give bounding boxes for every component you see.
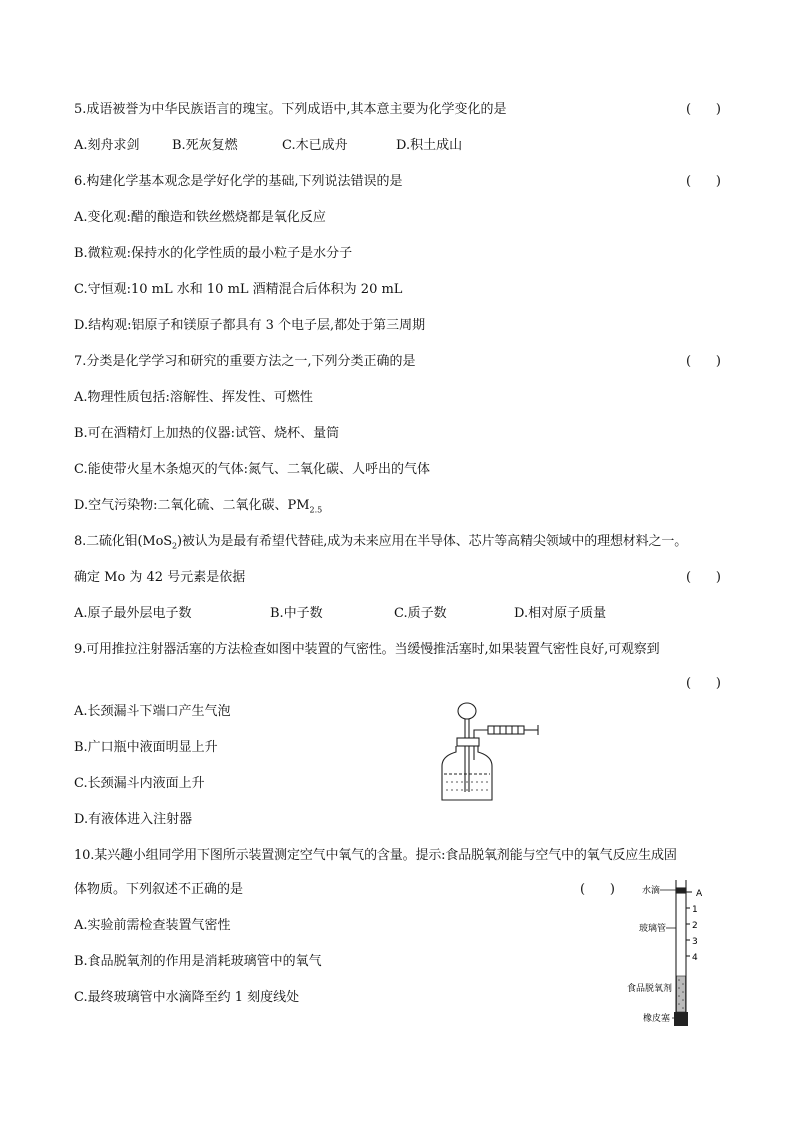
q10-stem-line2: 体物质。下列叙述不正确的是 — [74, 882, 244, 897]
q7-option-c: C.能使带火星木条熄灭的气体:氮气、二氧化碳、人呼出的气体 — [74, 462, 430, 477]
q7-option-a: A.物理性质包括:溶解性、挥发性、可燃性 — [74, 390, 313, 405]
q5-option-d: D.积土成山 — [396, 138, 463, 153]
q7-answer-paren: ( ) — [686, 354, 721, 369]
q8-option-d: D.相对原子质量 — [514, 606, 607, 621]
q8-stem — [74, 533, 687, 551]
q8-option-b: B.中子数 — [270, 606, 323, 621]
q9-option-a: A.长颈漏斗下端口产生气泡 — [74, 704, 231, 719]
q8-option-a: A.原子最外层电子数 — [74, 606, 192, 621]
q7-option-d-text: D.空气污染物:二氧化硫、二氧化碳、PM — [74, 498, 310, 513]
q9-stem: 9.可用推拉注射器活塞的方法检查如图中装置的气密性。当缓慢推活塞时,如果装置气密性良好,可观察到 — [74, 642, 660, 657]
q8-stem-part1: 8.二硫化钼(MoS — [74, 534, 173, 549]
q7-option-b: B.可在酒精灯上加热的仪器:试管、烧杯、量筒 — [74, 426, 340, 441]
label-water-drop: 水滴 — [641, 886, 660, 896]
mos2-subscript: 2 — [172, 541, 177, 551]
q5-stem: 5.成语被誉为中华民族语言的瑰宝。下列成语中,其本意主要为化学变化的是 — [74, 102, 507, 117]
label-deoxidizer: 食品脱氧剂 — [626, 984, 672, 994]
scale-4: 4 — [692, 953, 698, 963]
q8-option-c: C.质子数 — [394, 606, 447, 621]
q10-stem: 10.某兴趣小组同学用下图所示装置测定空气中氧气的含量。提示:食品脱氧剂能与空气中的氧气反应生成固 — [74, 848, 677, 863]
q6-option-b: B.微粒观:保持水的化学性质的最小粒子是水分子 — [74, 246, 353, 261]
q10-option-a: A.实验前需检查装置气密性 — [74, 918, 231, 933]
q10-tube-figure — [612, 876, 722, 1032]
q10-answer-paren: ( ) — [580, 882, 615, 897]
q9-option-d: D.有液体进入注射器 — [74, 812, 193, 827]
label-mark-a: A — [696, 889, 703, 899]
q7-stem: 7.分类是化学学习和研究的重要方法之一,下列分类正确的是 — [74, 354, 416, 369]
q5-option-b: B.死灰复燃 — [172, 138, 238, 153]
q6-answer-paren: ( ) — [686, 174, 721, 189]
q9-option-c: C.长颈漏斗内液面上升 — [74, 776, 205, 791]
label-rubber-stopper: 橡皮塞 — [642, 1014, 670, 1024]
scale-3: 3 — [692, 937, 698, 947]
scale-2: 2 — [692, 921, 698, 931]
q8-stem-part2: )被认为是最有希望代替硅,成为未来应用在半导体、芯片等高精尖领域中的理想材料之一。 — [176, 534, 688, 549]
q6-option-a: A.变化观:醋的酿造和铁丝燃烧都是氧化反应 — [74, 210, 326, 225]
q10-option-c: C.最终玻璃管中水滴降至约 1 刻度线处 — [74, 990, 300, 1005]
q6-option-c: C.守恒观:10 mL 水和 10 mL 酒精混合后体积为 20 mL — [74, 282, 403, 297]
q8-stem-line2: 确定 Mo 为 42 号元素是依据 — [74, 570, 246, 585]
q5-option-c: C.木已成舟 — [282, 138, 348, 153]
q6-stem: 6.构建化学基本观念是学好化学的基础,下列说法错误的是 — [74, 174, 403, 189]
q7-option-d — [74, 497, 322, 515]
q9-answer-paren: ( ) — [686, 676, 721, 691]
pm-subscript: 2.5 — [309, 505, 323, 515]
q8-answer-paren: ( ) — [686, 570, 721, 585]
q10-option-b: B.食品脱氧剂的作用是消耗玻璃管中的氧气 — [74, 954, 322, 969]
q9-option-b: B.广口瓶中液面明显上升 — [74, 740, 218, 755]
q5-option-a: A.刻舟求剑 — [74, 138, 140, 153]
q5-answer-paren: ( ) — [686, 102, 721, 117]
q6-option-d: D.结构观:铝原子和镁原子都具有 3 个电子层,都处于第三周期 — [74, 318, 426, 333]
scale-1: 1 — [692, 905, 698, 915]
q9-apparatus-figure — [432, 700, 542, 804]
label-glass-tube: 玻璃管 — [638, 924, 666, 934]
